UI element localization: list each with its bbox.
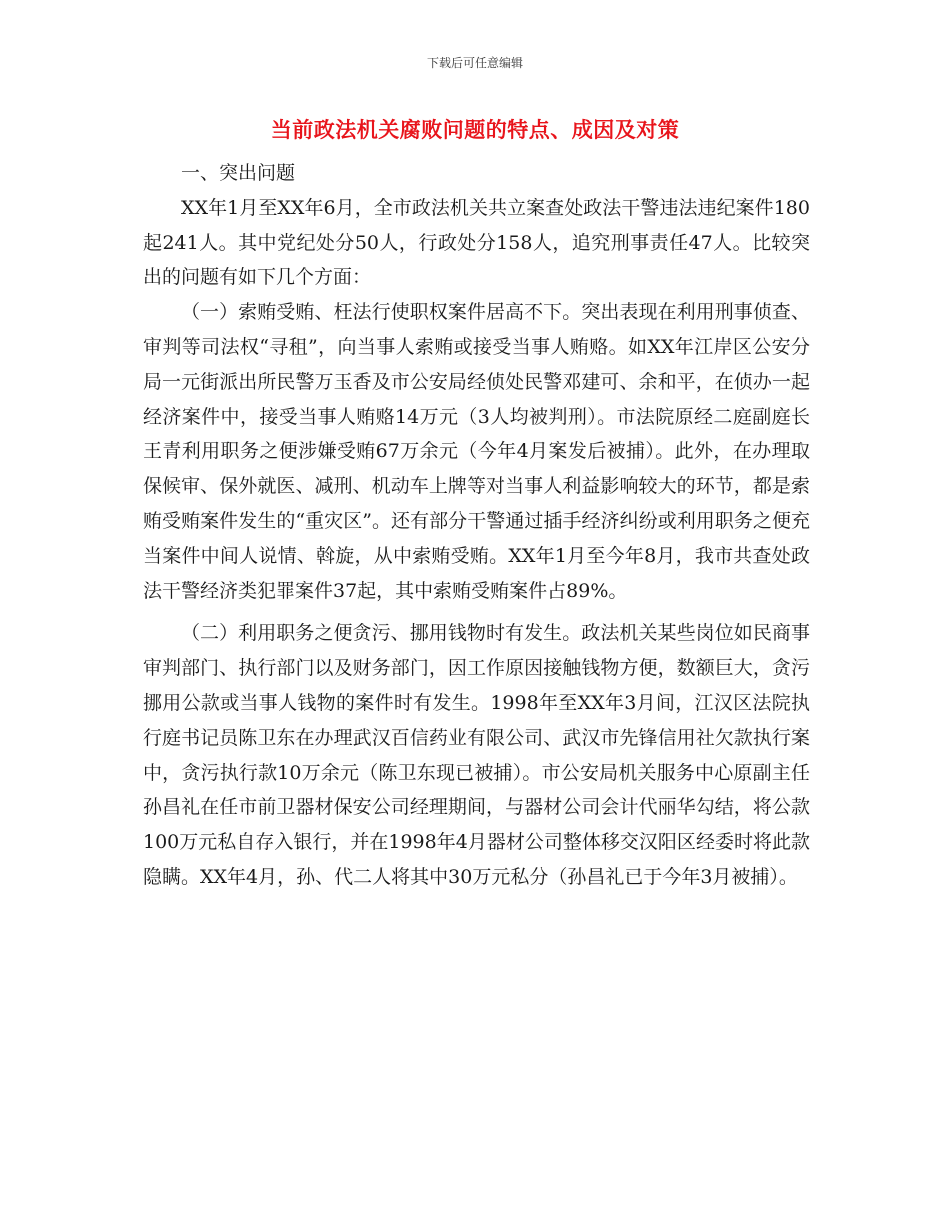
paragraph-embezzlement: （二）利用职务之便贪污、挪用钱物时有发生。政法机关某些岗位如民商事审判部门、执行部门以及财务部门，因工作原因接触钱物方便，数额巨大，贪污挪用公款或当事人钱物的案件时有发生。1998年至XX年3月间，江汉区法院执行庭书记员陈卫东在办理武汉百信药业有限公司、武汉市先锋信用社欠款执行案中，贪污执行款10万余元（陈卫东现已被捕）。市公安局机关服务中心原副主任孙昌礼在任市前卫器材保安公司经理期间，与器材公司会计代丽华勾结，将公款100万元私自存入银行，并在1998年4月器材公司整体移交汉阳区经委时将此款隐瞒。XX年4月，孙、代二人将其中30万元私分（孙昌礼已于今年3月被捕）。 (143, 622, 810, 888)
document-title: 当前政法机关腐败问题的特点、成因及对策 (270, 117, 680, 142)
document-body (143, 156, 810, 895)
paragraph-bribery: （一）索贿受贿、枉法行使职权案件居高不下。突出表现在利用刑事侦查、审判等司法权“寻租”，向当事人索贿或接受当事人贿赂。如XX年江岸区公安分局一元街派出所民警万玉香及市公安局经侦处民警邓建可、余和平，在侦办一起经济案件中，接受当事人贿赂14万元（3人均被判刑）。市法院原经二庭副庭长王青利用职务之便涉嫌受贿67万余元（今年4月案发后被捕）。此外，在办理取保候审、保外就医、减刑、机动车上牌等对当事人利益影响较大的环节，都是索贿受贿案件发生的“重灾区”。还有部分干警通过插手经济纠纷或利用职务之便充当案件中间人说情、斡旋，从中索贿受贿。XX年1月至今年8月，我市共查处政法干警经济类犯罪案件37起，其中索贿受贿案件占89%。 (143, 301, 810, 602)
section-heading: 一、突出问题 (181, 162, 296, 184)
paragraph-intro: XX年1月至XX年6月，全市政法机关共立案查处政法干警违法违纪案件180起241人。其中党纪处分50人，行政处分158人，追究刑事责任47人。比较突出的问题有如下几个方面： (143, 196, 810, 289)
header-note: 下载后可任意编辑 (426, 56, 523, 70)
